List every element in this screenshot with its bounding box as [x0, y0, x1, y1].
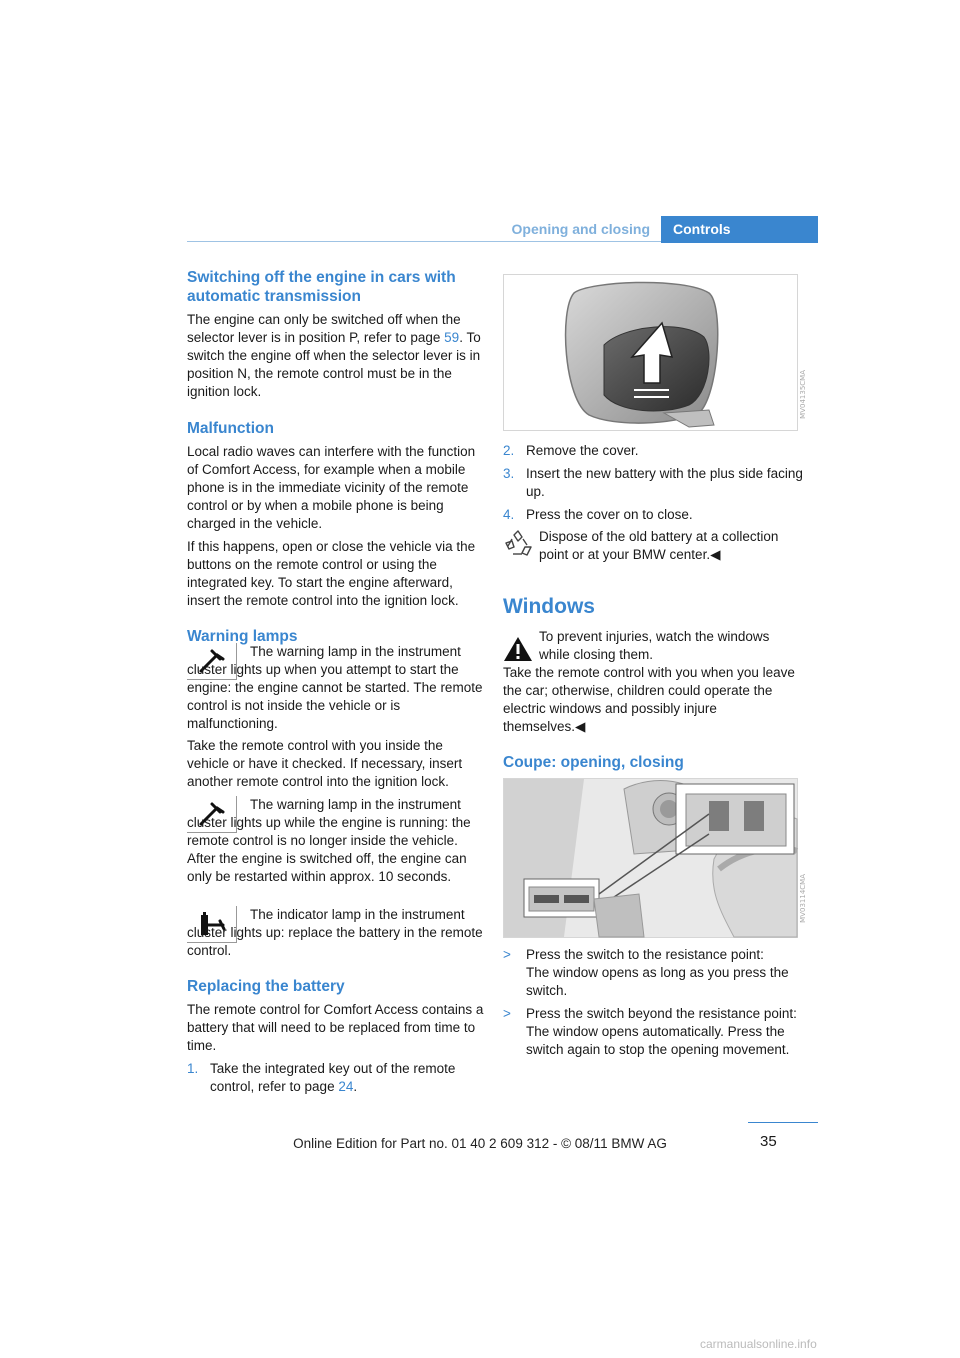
- end-mark: ◀: [710, 547, 721, 562]
- para-switch-off: [187, 311, 485, 401]
- step-4-number: 4.: [503, 507, 515, 522]
- para-text: The engine can only be switched off when the selector lever is in position P, refer to page: [187, 312, 461, 345]
- para-malfunction-1: Local radio waves can interfere with the function of Comfort Access, for example when a mobile phone is in the immediate vicinity of the remote control or by when a mobile phone is being charged in the vehicle.: [187, 444, 476, 531]
- para-warning-2: Take the remote control with you inside the vehicle or have it checked. If necessary, insert another remote control into the ignition lock.: [187, 738, 463, 789]
- step-2-number: 2.: [503, 443, 515, 458]
- step-4: [503, 506, 803, 524]
- heading-warning-lamps: Warning lamps: [187, 628, 298, 645]
- page-link-59[interactable]: 59: [444, 330, 460, 345]
- footer-edition: Online Edition for Part no. 01 40 2 609 312 - © 08/11 BMW AG: [293, 1136, 667, 1151]
- battery-steps: [503, 442, 803, 524]
- step-3-text: Insert the new battery with the plus side facing up.: [526, 466, 803, 499]
- heading-switch-off: Switching off the engine in cars with automatic transmission: [187, 269, 456, 305]
- bullet-2-mark: >: [503, 1006, 511, 1021]
- para-warning-3: The warning lamp in the instrument cluster lights up while the engine is running: the remote control is no longer inside the vehicle. After the engine is switched off, the engine can only be restarted within approx. 10 seconds.: [187, 797, 471, 884]
- page-number: 35: [760, 1133, 777, 1150]
- step-2-text: Remove the cover.: [526, 443, 639, 458]
- windows-warning-2-text: Take the remote control with you when you leave the car; otherwise, children could operate the electric windows and possibly injure themselves.: [503, 665, 795, 734]
- heading-windows: Windows: [503, 595, 595, 618]
- warning-triangle-icon: [503, 636, 533, 662]
- figure-code-1: MV04135CMA: [799, 370, 807, 419]
- step-1: [187, 1060, 485, 1096]
- heading-malfunction: Malfunction: [187, 420, 274, 437]
- recycle-note: [539, 528, 801, 564]
- battery-section: [187, 977, 485, 1096]
- step-1-end: .: [353, 1079, 358, 1094]
- bullet-1-line-1: Press the switch to the resistance point:: [526, 947, 764, 962]
- window-switch-figure: [503, 778, 807, 938]
- recycle-icon: [503, 529, 533, 559]
- bullet-2-line-1: Press the switch beyond the resistance point:: [526, 1006, 797, 1021]
- bullet-2-line-2: The window opens automatically. Press the switch again to stop the opening movement.: [526, 1024, 790, 1057]
- heading-replacing-battery: Replacing the battery: [187, 978, 345, 995]
- page-number-rule: [748, 1122, 818, 1123]
- heading-coupe: Coupe: opening, closing: [503, 754, 684, 771]
- bullet-1: [503, 946, 801, 1000]
- para-malfunction-2: If this happens, open or close the vehicle via the buttons on the remote control or using the integrated key. To start the engine afterward, insert the remote control into the ignition lock.: [187, 539, 476, 608]
- chapter-tab: [661, 216, 818, 243]
- figure-code-2: MV03114CMA: [799, 874, 807, 923]
- header-rule: [187, 241, 661, 242]
- para-warning-4: The indicator lamp in the instrument cluster lights up: replace the battery in the remote control.: [187, 907, 483, 958]
- recycle-note-text: Dispose of the old battery at a collection point or at your BMW center.: [539, 529, 779, 562]
- para-battery: The remote control for Comfort Access contains a battery that will need to be replaced from time to time.: [187, 1002, 484, 1053]
- bullet-1-line-2: The window opens as long as you press the switch.: [526, 965, 789, 998]
- section-title: Opening and closing: [511, 221, 650, 237]
- para-text: . To switch the engine off when the selector lever is in position N, the remote control must be in the ignition lock.: [187, 330, 481, 399]
- bullet-2: [503, 1005, 801, 1059]
- chapter-tab-label: Controls: [673, 221, 731, 237]
- remote-control-cover-figure: [503, 274, 807, 431]
- windows-warning-1: To prevent injuries, watch the windows while closing them.: [539, 629, 770, 662]
- step-1-text: Take the integrated key out of the remote control, refer to page: [210, 1061, 456, 1094]
- step-2: [503, 442, 803, 460]
- step-4-text: Press the cover on to close.: [526, 507, 693, 522]
- page-link-24[interactable]: 24: [338, 1079, 354, 1094]
- left-column: [187, 268, 485, 646]
- bullet-1-mark: >: [503, 947, 511, 962]
- step-1-number: 1.: [187, 1061, 199, 1076]
- end-mark-2: ◀: [575, 719, 586, 734]
- window-bullets: [503, 946, 801, 1059]
- step-3-number: 3.: [503, 466, 515, 481]
- para-warning-1: The warning lamp in the instrument cluster lights up when you attempt to start the engine: the engine cannot be started. The remote control is not inside the vehicle or is malfunctioning.: [187, 644, 483, 731]
- windows-warning-2: [503, 664, 801, 736]
- watermark: carmanualsonline.info: [700, 1337, 817, 1351]
- step-3: [503, 465, 803, 501]
